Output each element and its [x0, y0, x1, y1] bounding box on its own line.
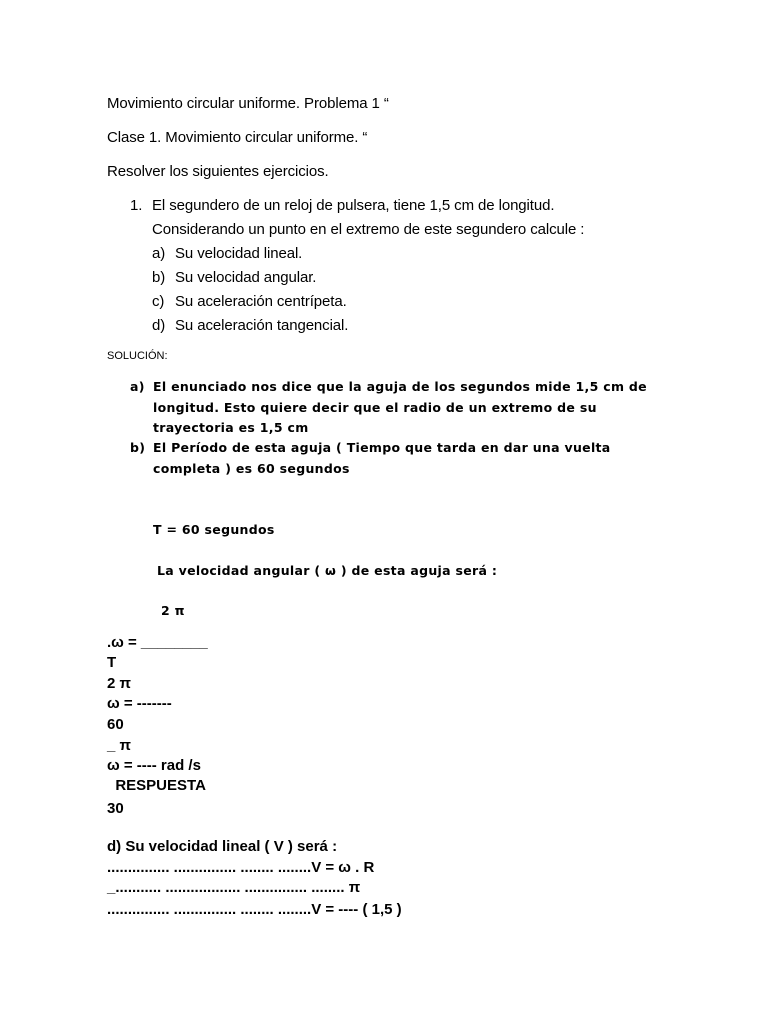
velocity-line-2: _........... .................. ............... ........ π — [107, 879, 361, 896]
calc-line-4: ω = ------- — [107, 695, 172, 712]
problem-item-b-label: b) — [152, 269, 166, 286]
calc-line-9: 30 — [107, 800, 124, 817]
calc-line-3: 2 π — [107, 675, 131, 692]
solution-two-pi: 2 π — [161, 603, 185, 618]
calc-line-1: .ω = ________ — [107, 634, 208, 651]
problem-item-d-text: Su aceleración tangencial. — [175, 317, 349, 334]
problem-item-c-label: c) — [152, 293, 165, 310]
calc-line-2: T — [107, 654, 117, 671]
problem-item-a-label: a) — [152, 245, 166, 262]
solution-b-line-1: El Período de esta aguja ( Tiempo que tarda en dar una vuelta — [153, 440, 611, 455]
solution-b-label: b) — [130, 440, 146, 455]
calc-line-8: RESPUESTA — [107, 777, 206, 794]
header-line-3: Resolver los siguientes ejercicios. — [107, 163, 329, 180]
calc-line-6: _ π — [107, 737, 131, 754]
calc-line-5: 60 — [107, 716, 124, 733]
solution-b-line-2: completa ) es 60 segundos — [153, 461, 350, 476]
solution-heading: SOLUCIÓN: — [107, 350, 168, 362]
velocity-heading: d) Su velocidad lineal ( V ) será : — [107, 838, 338, 855]
solution-a-line-1: El enunciado nos dice que la aguja de los segundos mide 1,5 cm de — [153, 379, 647, 394]
problem-item-c-text: Su aceleración centrípeta. — [175, 293, 347, 310]
velocity-line-1: ............... ............... ........ ........V = ω . R — [107, 859, 375, 876]
solution-a-line-3: trayectoria es 1,5 cm — [153, 420, 309, 435]
problem-text-line-1: El segundero de un reloj de pulsera, tiene 1,5 cm de longitud. — [152, 197, 555, 214]
problem-number: 1. — [130, 197, 143, 214]
solution-period: T = 60 segundos — [153, 522, 275, 537]
problem-text-line-2: Considerando un punto en el extremo de este segundero calcule : — [152, 221, 585, 238]
solution-a-line-2: longitud. Esto quiere decir que el radio de un extremo de su — [153, 400, 597, 415]
problem-item-a-text: Su velocidad lineal. — [175, 245, 303, 262]
velocity-line-3: ............... ............... ........ ........V = ---- ( 1,5 ) — [107, 901, 402, 918]
header-line-2: Clase 1. Movimiento circular uniforme. “ — [107, 129, 368, 146]
header-line-1: Movimiento circular uniforme. Problema 1 “ — [107, 95, 389, 112]
problem-item-b-text: Su velocidad angular. — [175, 269, 317, 286]
solution-a-label: a) — [130, 379, 145, 394]
calc-line-7: ω = ---- rad /s — [107, 757, 201, 774]
problem-item-d-label: d) — [152, 317, 166, 334]
solution-angular-intro: La velocidad angular ( ω ) de esta aguja será : — [157, 563, 498, 578]
